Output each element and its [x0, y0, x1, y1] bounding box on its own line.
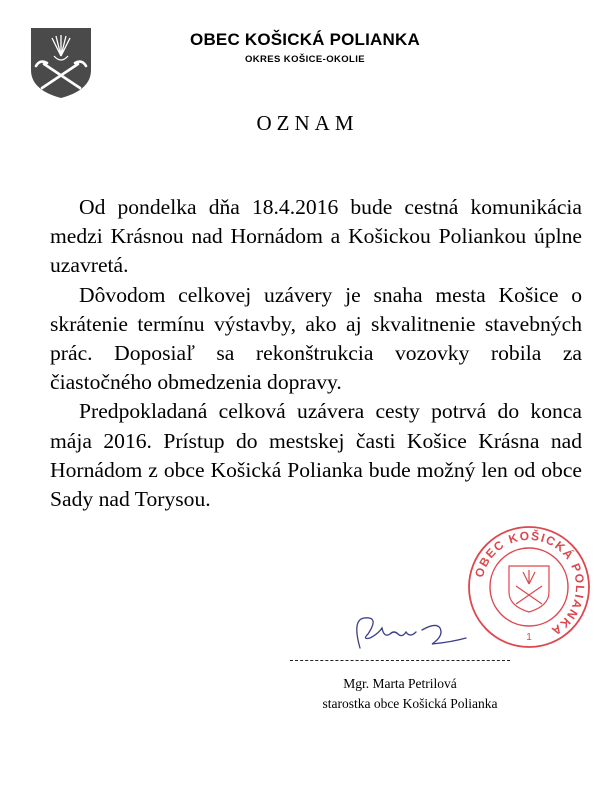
signer-name: Mgr. Marta Petrilová [343, 676, 457, 691]
stamp-number: 1 [526, 632, 532, 643]
stamp-crest-icon [509, 566, 549, 612]
paragraph-1: Od pondelka dňa 18.4.2016 bude cestná komunikácia medzi Krásnou nad Hornádom a Košickou Poliankou úplne uzavretá. [50, 195, 582, 278]
handwritten-signature [340, 608, 480, 658]
signature-line [290, 660, 510, 661]
paragraph-3: Predpokladaná celková uzávera cesty potrvá do konca mája 2016. Prístup do mestskej časti Košice Krásna nad Hornádom z obce Košická Polianka bude možný len od obce Sady nad Torysou. [50, 399, 582, 512]
coat-of-arms-icon [28, 26, 94, 100]
official-stamp [466, 524, 592, 650]
document-title: OZNAM [256, 111, 359, 135]
municipality-name: OBEC KOŠICKÁ POLIANKA [190, 30, 420, 49]
district-name: OKRES KOŠICE-OKOLIE [244, 54, 366, 65]
stamp-text: OBEC KOŠICKÁ POLIANKA [472, 528, 588, 639]
paragraph-2: Dôvodom celkovej uzávery je snaha mesta Košice o skrátenie termínu výstavby, ako aj skvalitnenie stavebných prác. Doposiaľ sa rekonštrukcia vozovky robila za čiastočného obmedzenia dopravy. [50, 282, 582, 395]
signer-role: starostka obce Košická Polianka [322, 696, 498, 711]
document-body [50, 193, 582, 514]
